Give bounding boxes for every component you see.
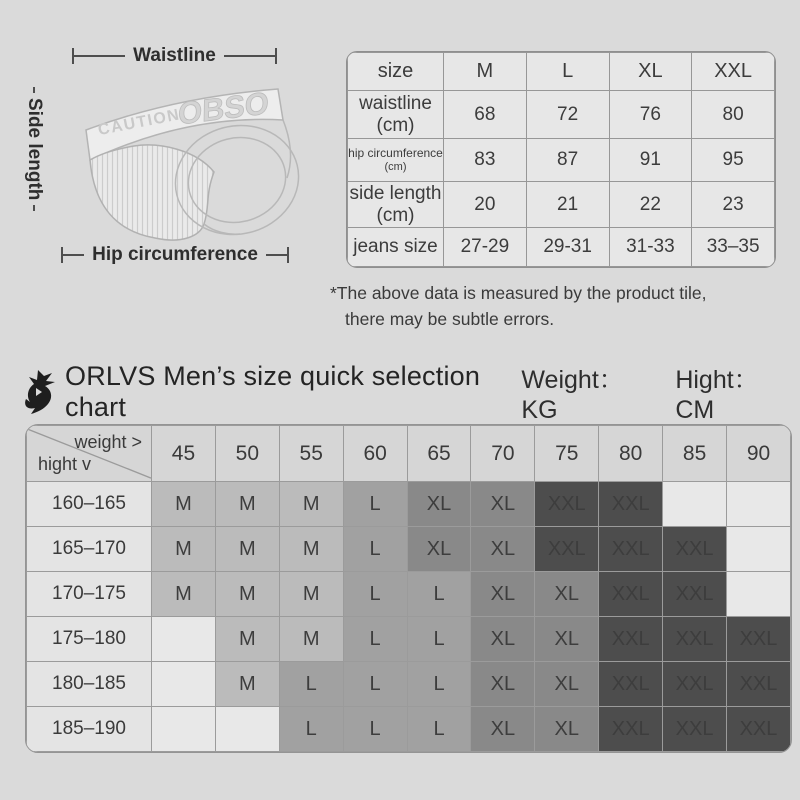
matrix-row: [27, 482, 791, 527]
side-length-label: Side length: [24, 98, 45, 201]
weight-header-cell: 90: [727, 426, 791, 482]
size-table-cell: 76: [609, 91, 692, 139]
size-table-header-row: [348, 53, 775, 91]
matrix-row: [27, 572, 791, 617]
size-header-cell: L: [526, 53, 609, 91]
size-table-cell: 20: [444, 182, 527, 228]
matrix-cell: XL: [407, 527, 471, 572]
matrix-cell: [152, 707, 216, 752]
measure-line: [63, 254, 84, 256]
size-table-cell: 29-31: [526, 228, 609, 267]
hight-unit-label: Hight：CM: [675, 365, 759, 424]
measure-tick: [275, 48, 277, 64]
matrix-cell: M: [152, 482, 216, 527]
matrix-cell: XL: [535, 707, 599, 752]
row-label-text: waistline: [359, 92, 432, 114]
side-length-measure: [23, 87, 45, 211]
row-label: [348, 182, 444, 228]
size-table-cell: 33–35: [692, 228, 775, 267]
matrix-cell: XXL: [663, 617, 727, 662]
selection-chart-title: ORLVS Men’s size quick selection chart: [65, 361, 481, 422]
row-label-text: jeans size: [353, 236, 438, 258]
size-selection-matrix: [25, 424, 792, 753]
size-table-cell: 68: [444, 91, 527, 139]
weight-header-cell: 45: [152, 426, 216, 482]
matrix-cell: M: [279, 572, 343, 617]
matrix-cell: M: [152, 527, 216, 572]
matrix-cell: XXL: [663, 707, 727, 752]
measure-line: [224, 55, 275, 57]
weight-header-cell: 75: [535, 426, 599, 482]
hight-range-cell: 175–180: [27, 617, 152, 662]
brand-logo-icon: [18, 368, 58, 416]
waistband-logo-text: OBSO: [177, 85, 270, 132]
matrix-cell: XL: [471, 482, 535, 527]
matrix-cell: M: [279, 482, 343, 527]
matrix-row: [27, 662, 791, 707]
matrix-cell: XXL: [599, 617, 663, 662]
matrix-cell: M: [279, 617, 343, 662]
size-table-row: [348, 91, 775, 139]
matrix-cell: L: [407, 572, 471, 617]
size-table-row: [348, 228, 775, 267]
matrix-cell: [727, 572, 791, 617]
weight-header-cell: 80: [599, 426, 663, 482]
measure-line: [33, 87, 35, 93]
units-legend: [521, 360, 790, 425]
hight-range-cell: 170–175: [27, 572, 152, 617]
row-label-text: side length: [349, 182, 442, 204]
matrix-cell: [152, 617, 216, 662]
matrix-cell: XL: [535, 617, 599, 662]
hight-range-cell: 165–170: [27, 527, 152, 572]
matrix-cell: XXL: [599, 482, 663, 527]
size-table-cell: 83: [444, 139, 527, 182]
measure-tick: [287, 247, 289, 263]
row-label: [348, 139, 444, 182]
size-table-cell: 31-33: [609, 228, 692, 267]
matrix-cell: XL: [535, 572, 599, 617]
matrix-cell: XL: [535, 662, 599, 707]
matrix-header-row: [27, 426, 791, 482]
hip-circumference-label: Hip circumference: [92, 244, 258, 265]
weight-header-cell: 50: [215, 426, 279, 482]
size-header-cell: size: [348, 53, 444, 91]
size-header-cell: XXL: [692, 53, 775, 91]
weight-header-cell: 55: [279, 426, 343, 482]
matrix-cell: XXL: [663, 527, 727, 572]
weight-header-cell: 85: [663, 426, 727, 482]
hight-range-cell: 185–190: [27, 707, 152, 752]
matrix-cell: [727, 482, 791, 527]
waistline-label: Waistline: [133, 45, 216, 66]
measure-line: [33, 205, 35, 211]
row-label: [348, 91, 444, 139]
row-label-unit: (cm): [376, 204, 415, 226]
matrix-cell: L: [279, 662, 343, 707]
row-label-unit: (cm): [384, 160, 407, 173]
waistband-caution-text: CAUTION: [96, 106, 182, 140]
matrix-corner-cell: [27, 426, 152, 482]
matrix-cell: L: [343, 482, 407, 527]
row-label-text: hip circumference: [348, 145, 443, 160]
matrix-cell: XXL: [727, 662, 791, 707]
size-header-cell: M: [444, 53, 527, 91]
weight-header-cell: 60: [343, 426, 407, 482]
matrix-cell: XXL: [535, 482, 599, 527]
hip-circumference-measure: [61, 244, 289, 266]
size-table-cell: 27-29: [444, 228, 527, 267]
matrix-cell: L: [407, 617, 471, 662]
matrix-cell: XL: [471, 527, 535, 572]
size-table-cell: 80: [692, 91, 775, 139]
matrix-cell: L: [343, 527, 407, 572]
size-header-cell: XL: [609, 53, 692, 91]
size-table-cell: 72: [526, 91, 609, 139]
size-table-cell: 95: [692, 139, 775, 182]
size-table-cell: 23: [692, 182, 775, 228]
size-table-cell: 87: [526, 139, 609, 182]
matrix-cell: [727, 527, 791, 572]
matrix-cell: M: [215, 482, 279, 527]
matrix-cell: XL: [471, 617, 535, 662]
matrix-cell: L: [407, 662, 471, 707]
matrix-cell: L: [279, 707, 343, 752]
size-spec-table: [346, 51, 776, 268]
matrix-cell: M: [279, 527, 343, 572]
size-table-row: [348, 139, 775, 182]
size-table-cell: 21: [526, 182, 609, 228]
matrix-cell: XL: [407, 482, 471, 527]
matrix-cell: XXL: [727, 617, 791, 662]
hight-range-cell: 180–185: [27, 662, 152, 707]
size-table-row: [348, 182, 775, 228]
matrix-cell: L: [343, 572, 407, 617]
matrix-cell: XXL: [599, 662, 663, 707]
matrix-cell: XXL: [663, 572, 727, 617]
matrix-cell: [663, 482, 727, 527]
matrix-cell: [215, 707, 279, 752]
matrix-row: [27, 707, 791, 752]
weight-header-cell: 70: [471, 426, 535, 482]
matrix-cell: XXL: [599, 527, 663, 572]
row-label-unit: (cm): [376, 114, 415, 136]
matrix-cell: L: [343, 662, 407, 707]
measurement-diagram: [0, 0, 340, 300]
note-line-2: there may be subtle errors.: [345, 309, 555, 329]
matrix-cell: M: [215, 572, 279, 617]
matrix-cell: XXL: [663, 662, 727, 707]
hight-axis-label: hight v: [38, 454, 92, 474]
matrix-cell: M: [215, 527, 279, 572]
matrix-cell: XXL: [599, 572, 663, 617]
matrix-cell: XL: [471, 707, 535, 752]
matrix-cell: XXL: [599, 707, 663, 752]
measure-line: [74, 55, 125, 57]
matrix-cell: L: [343, 707, 407, 752]
hight-range-cell: 160–165: [27, 482, 152, 527]
matrix-cell: XL: [471, 572, 535, 617]
matrix-cell: M: [215, 617, 279, 662]
measurement-note: [330, 280, 706, 332]
matrix-cell: XL: [471, 662, 535, 707]
matrix-row: [27, 527, 791, 572]
matrix-cell: [152, 662, 216, 707]
note-line-1: *The above data is measured by the product tile,: [330, 283, 707, 303]
matrix-row: [27, 617, 791, 662]
weight-unit-label: Weight：KG: [521, 365, 624, 424]
weight-axis-label: weight >: [74, 432, 142, 452]
row-label: [348, 228, 444, 267]
matrix-cell: M: [215, 662, 279, 707]
matrix-cell: M: [152, 572, 216, 617]
weight-header-cell: 65: [407, 426, 471, 482]
measure-line: [266, 254, 287, 256]
waistline-measure: [72, 45, 277, 67]
size-table-cell: 91: [609, 139, 692, 182]
matrix-cell: L: [343, 617, 407, 662]
matrix-cell: XXL: [727, 707, 791, 752]
matrix-cell: L: [407, 707, 471, 752]
selection-chart-header: [18, 361, 790, 424]
size-table-cell: 22: [609, 182, 692, 228]
matrix-cell: XXL: [535, 527, 599, 572]
